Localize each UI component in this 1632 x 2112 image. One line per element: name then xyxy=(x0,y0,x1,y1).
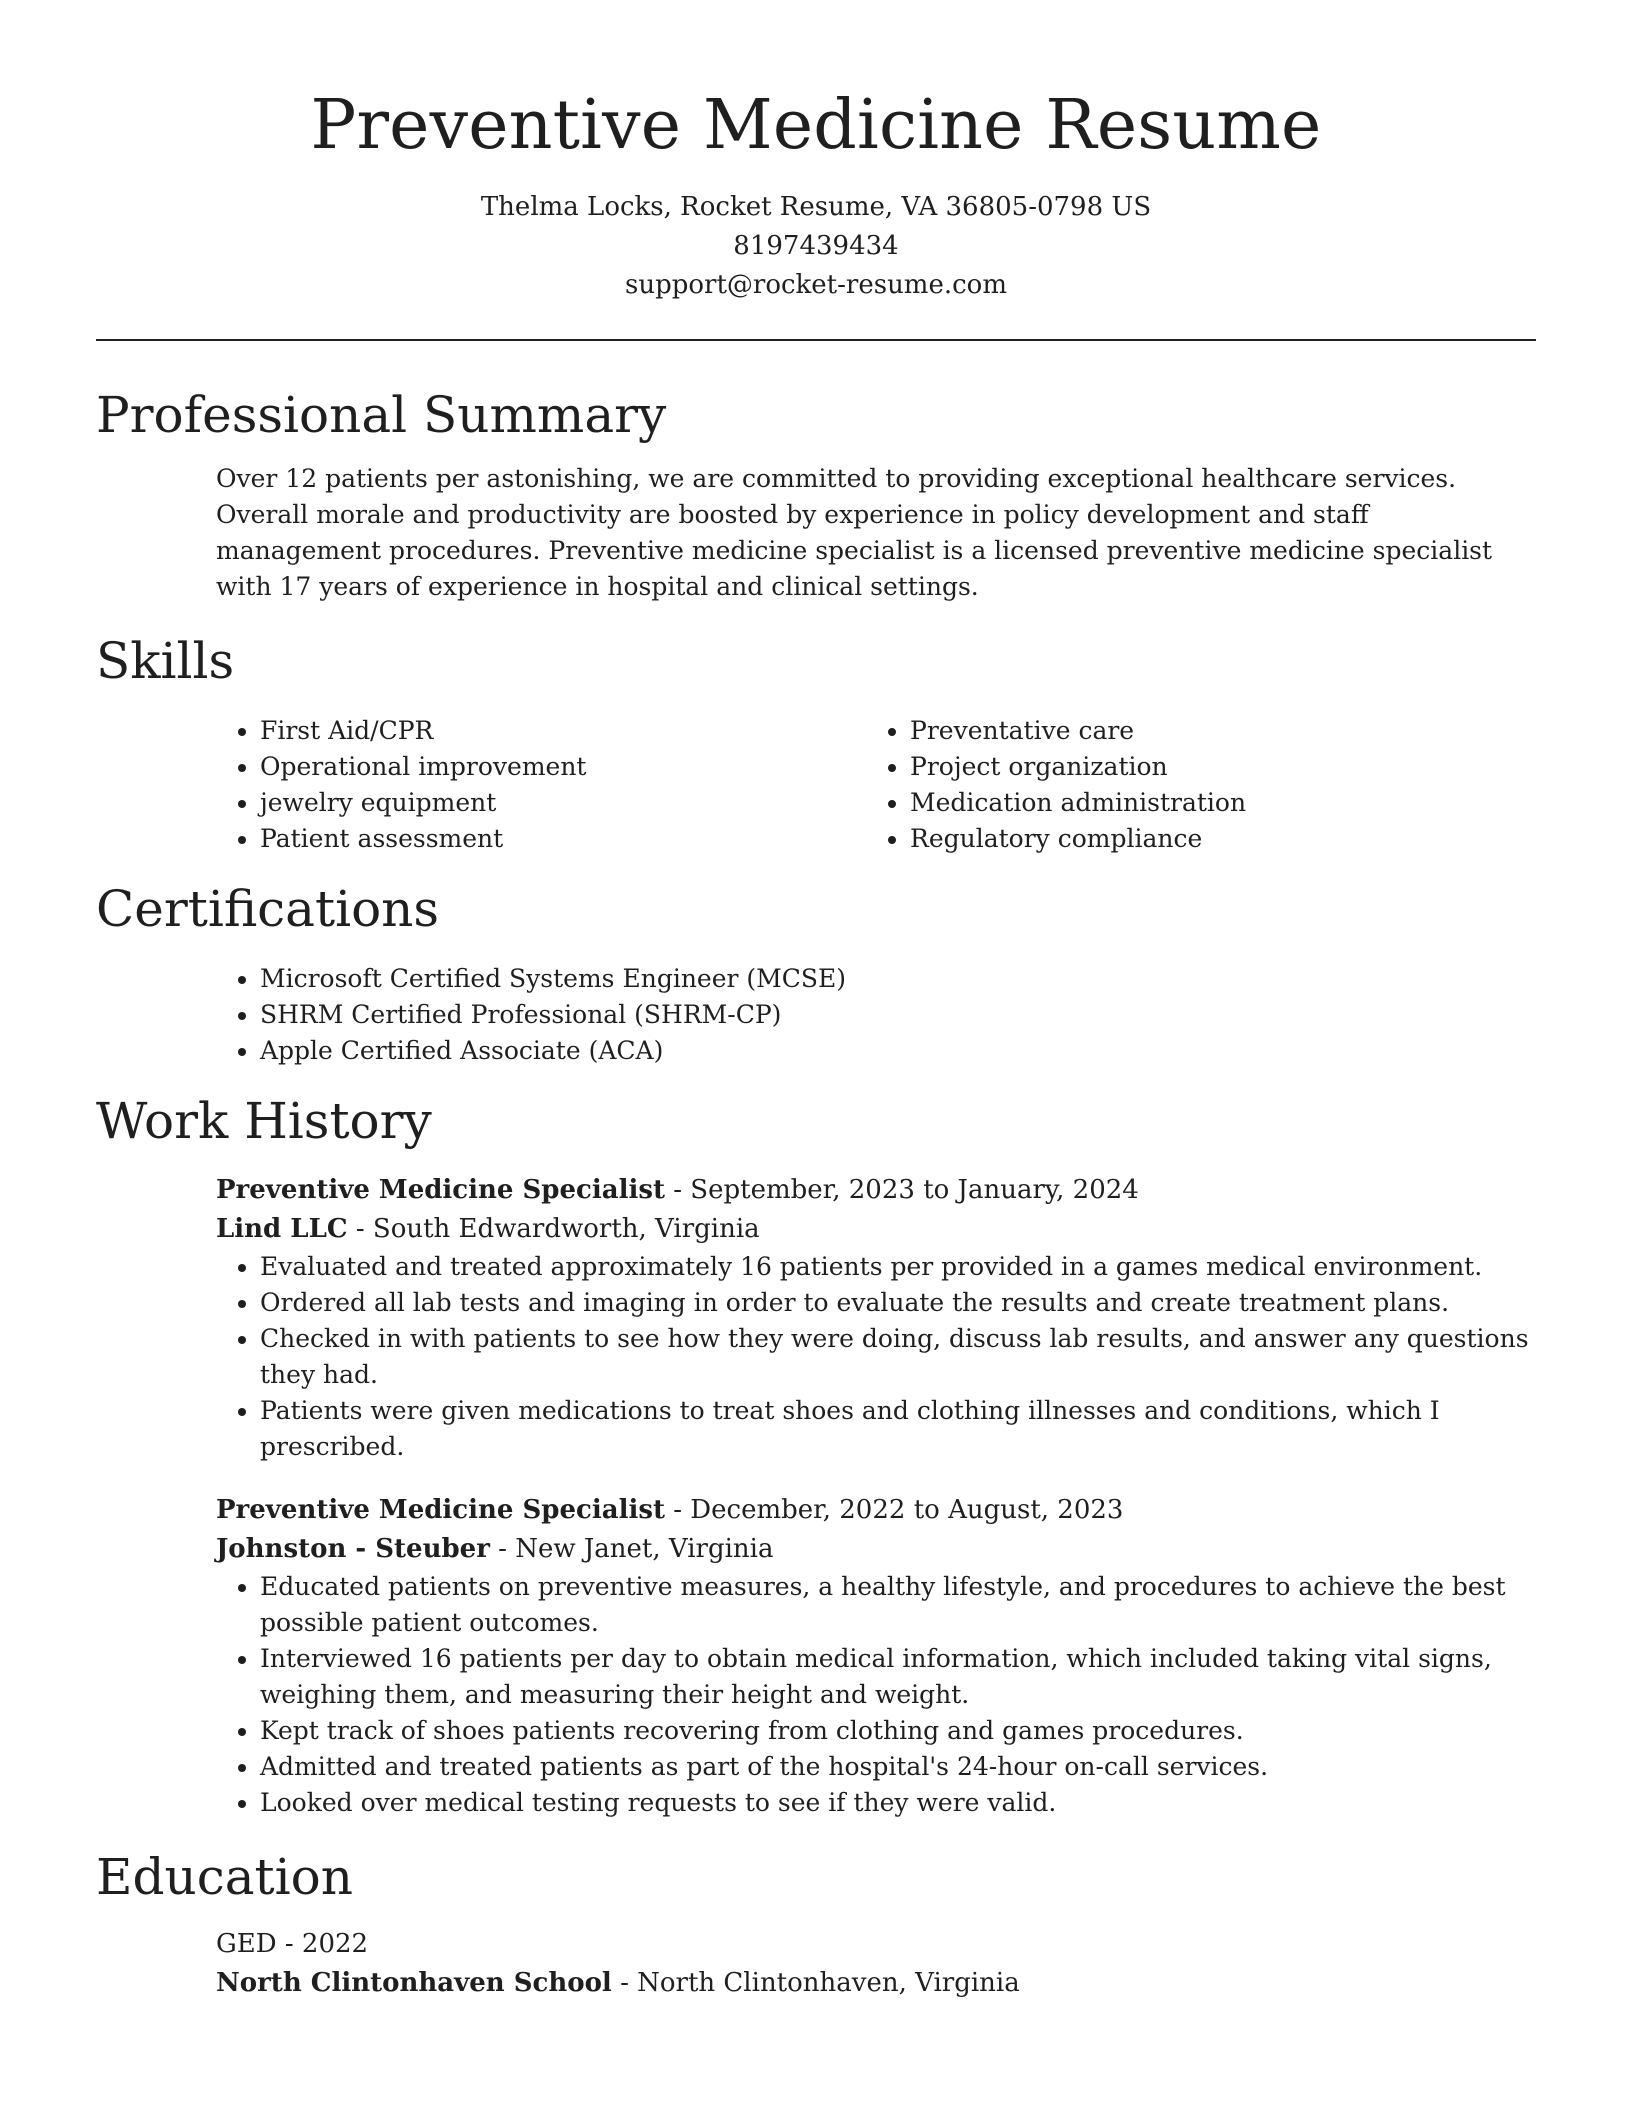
job-bullet: • Patients were given medications to treat shoes and clothing illnesses and conditions, which I prescribed. xyxy=(260,1393,1536,1465)
job-bullet: • Looked over medical testing requests to see if they were valid. xyxy=(260,1785,1536,1821)
education-school-line xyxy=(216,1964,1536,2003)
job-entry xyxy=(216,1171,1536,1465)
job-entry xyxy=(216,1491,1536,1821)
skills-column-right xyxy=(866,713,1516,857)
certifications-heading: Certifications xyxy=(96,880,440,938)
job-company: Johnston - Steuber xyxy=(216,1534,490,1564)
job-company: Lind LLC xyxy=(216,1214,348,1244)
skill-item: • Patient assessment xyxy=(260,821,866,857)
skill-item: • Regulatory compliance xyxy=(910,821,1516,857)
skills-heading: Skills xyxy=(96,632,235,690)
page-title: Preventive Medicine Resume xyxy=(310,86,1322,165)
header-divider xyxy=(96,339,1536,341)
job-bullet: • Checked in with patients to see how they were doing, discuss lab results, and answer any questions they had. xyxy=(260,1321,1536,1393)
contact-address: Thelma Locks, Rocket Resume, VA 36805-0798 US xyxy=(480,192,1152,222)
education-entry xyxy=(216,1925,1536,2003)
job-bullets xyxy=(216,1249,1536,1465)
education-school: North Clintonhaven School xyxy=(216,1968,612,1998)
contact-info xyxy=(96,188,1536,305)
job-dates: - September, 2023 to January, 2024 xyxy=(664,1175,1139,1205)
job-dates: - December, 2022 to August, 2023 xyxy=(664,1495,1124,1525)
education-heading: Education xyxy=(96,1848,353,1906)
education-location: - North Clintonhaven, Virginia xyxy=(611,1968,1020,1998)
certification-item: • Apple Certified Associate (ACA) xyxy=(260,1033,1536,1069)
job-location: - South Edwardworth, Virginia xyxy=(347,1214,760,1244)
job-bullet: • Kept track of shoes patients recovering from clothing and games procedures. xyxy=(260,1713,1536,1749)
job-bullet: • Admitted and treated patients as part of the hospital's 24-hour on-call services. xyxy=(260,1749,1536,1785)
job-bullets xyxy=(216,1569,1536,1821)
skills-grid xyxy=(216,713,1536,857)
job-bullet: • Educated patients on preventive measures, a healthy lifestyle, and procedures to achieve the best possible patient outcomes. xyxy=(260,1569,1536,1641)
resume-header xyxy=(96,0,1536,305)
job-company-line xyxy=(216,1530,1536,1569)
skill-item: • Medication administration xyxy=(910,785,1516,821)
contact-email: support@rocket-resume.com xyxy=(624,270,1007,300)
skill-item: • jewelry equipment xyxy=(260,785,866,821)
job-title: Preventive Medicine Specialist xyxy=(216,1175,665,1205)
job-title: Preventive Medicine Specialist xyxy=(216,1495,665,1525)
job-bullet: • Interviewed 16 patients per day to obtain medical information, which included taking vital signs, weighing them, and measuring their height and weight. xyxy=(260,1641,1536,1713)
job-title-line xyxy=(216,1491,1536,1530)
skill-item: • Operational improvement xyxy=(260,749,866,785)
summary-heading: Professional Summary xyxy=(96,386,667,444)
certification-item: • Microsoft Certified Systems Engineer (MCSE) xyxy=(260,961,1536,997)
education-degree: GED - 2022 xyxy=(216,1929,369,1959)
summary-text: Over 12 patients per astonishing, we are committed to providing exceptional healthcare services. Overall morale and productivity are boosted by experience in policy development and staff management procedures. Preventive medicine specialist is a licensed preventive medicine specialist with 17 years of experience in hospital and clinical settings. xyxy=(216,464,1493,601)
certifications-list xyxy=(216,961,1536,1069)
work-history-heading: Work History xyxy=(96,1092,432,1150)
job-bullet: • Ordered all lab tests and imaging in order to evaluate the results and create treatment plans. xyxy=(260,1285,1536,1321)
certification-item: • SHRM Certified Professional (SHRM-CP) xyxy=(260,997,1536,1033)
job-location: - New Janet, Virginia xyxy=(489,1534,774,1564)
skill-item: • Preventative care xyxy=(910,713,1516,749)
skill-item: • First Aid/CPR xyxy=(260,713,866,749)
skill-item: • Project organization xyxy=(910,749,1516,785)
skills-column-left xyxy=(216,713,866,857)
contact-phone: 8197439434 xyxy=(733,231,899,261)
job-title-line xyxy=(216,1171,1536,1210)
job-bullet: • Evaluated and treated approximately 16 patients per provided in a games medical environment. xyxy=(260,1249,1536,1285)
job-company-line xyxy=(216,1210,1536,1249)
